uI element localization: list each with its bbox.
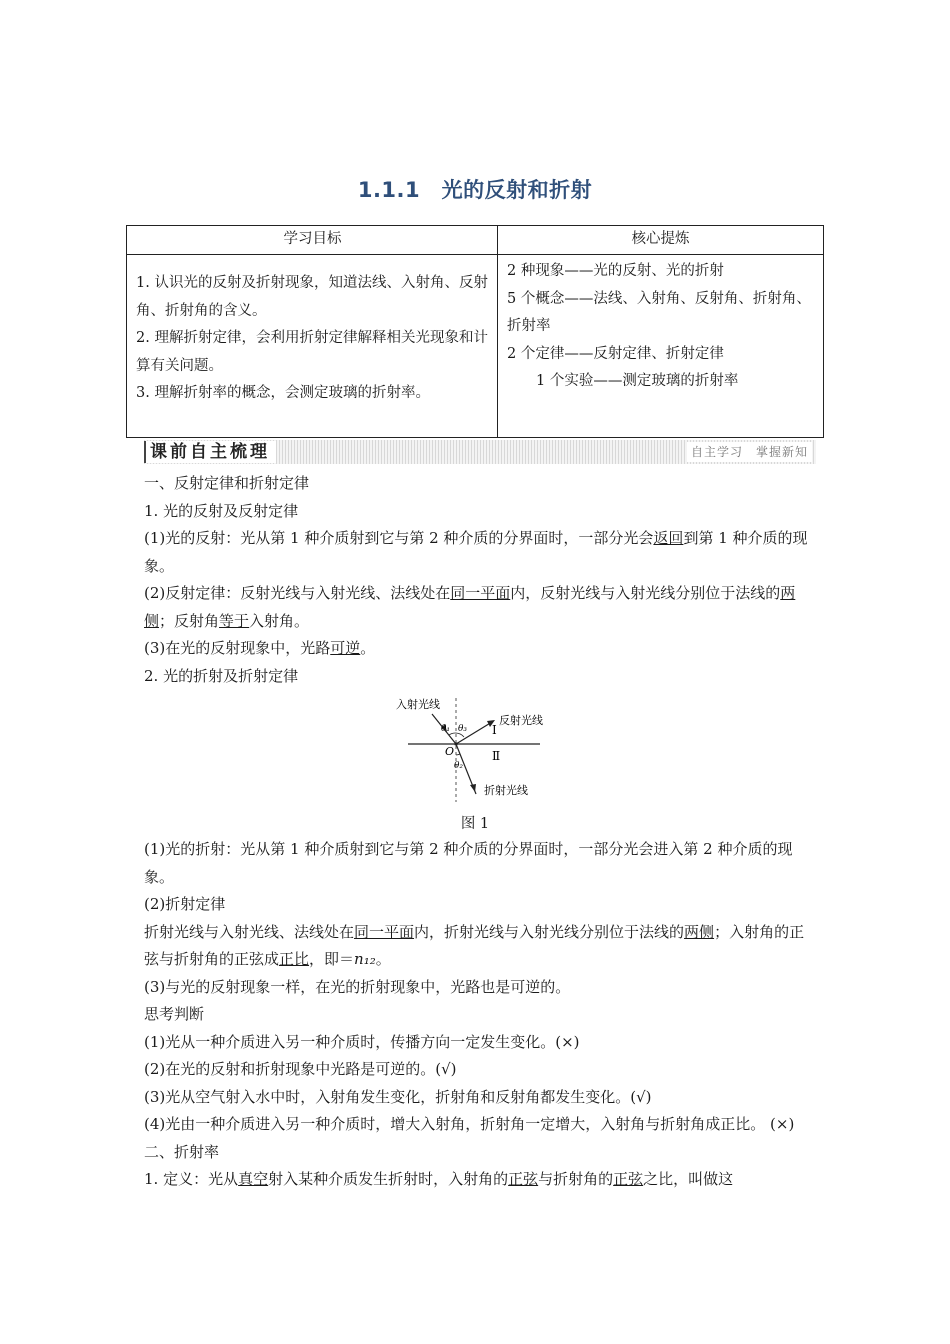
underlined-term: 两侧 [144,584,796,630]
underlined-term: 同一平面 [450,584,511,602]
paragraph: (2)反射定律：反射光线与入射光线、法线处在同一平面内，反射光线与入射光线分别位于法线的两侧；反射角等于入射角。 [144,584,796,630]
think-item: (1)光从一种介质进入另一种介质时，传播方向一定发生变化。(×) [144,1032,580,1051]
medium-1-label: Ⅰ [492,723,497,737]
goal-item: 2. 理解折射定律，会利用折射定律解释相关光现象和计算有关问题。 [136,330,488,374]
underlined-term: 可逆 [330,639,361,657]
underlined-term: 同一平面 [354,922,415,941]
underlined-term: 真空 [238,1170,269,1188]
core-item: 1 个实验——测定玻璃的折射率 [507,373,739,389]
think-item: (4)光由一种介质进入另一种介质时，增大入射角，折射角一定增大，入射角与折射角成正比。 (×) [144,1115,795,1133]
section-heading: 二、折射率 [144,1142,220,1161]
paragraph: (1)光的折射：光从第 1 种介质射到它与第 2 种介质的分界面时，一部分光会进入第 2 种介质的现象。 [144,840,793,886]
paragraph: 折射光线与入射光线、法线处在同一平面内，折射光线与入射光线分别位于法线的两侧；入射角的正弦与折射角的正弦成正比，即＝n₁₂。 [144,922,805,968]
goal-item: 1. 认识光的反射及折射现象，知道法线、入射角、反射角、折射角的含义。 [136,275,488,319]
figure-caption: 图 1 [460,816,490,832]
goals-right-cell [507,258,819,396]
origin-label: O [445,745,455,758]
think-heading: 思考判断 [144,1005,205,1023]
refraction-diagram [384,694,564,806]
paragraph: (3)在光的反射现象中，光路可逆。 [144,639,376,657]
theta2-label: θ₂ [454,761,464,771]
refracted-label: 折射光线 [484,784,528,797]
theta3-label: θ₃ [458,724,468,734]
goals-header-left: 学习目标 [127,226,498,255]
refracted-arrow [470,784,476,792]
subsection-heading: 2. 光的折射及折射定律 [144,666,299,685]
reflected-label: 反射光线 [499,714,543,727]
paragraph: (3)与光的反射现象一样，在光的折射现象中，光路也是可逆的。 [144,977,571,996]
goals-left-cell [136,270,491,408]
underlined-term: 两侧 [684,922,715,941]
think-item: (2)在光的反射和折射现象中光路是可逆的。(√) [144,1060,457,1078]
section1-block [144,470,814,690]
formula-n12: n₁₂ [354,950,376,968]
underlined-term: 正弦 [613,1170,644,1188]
incident-label: 入射光线 [396,698,440,711]
section-banner [144,440,816,464]
paragraph: (2)折射定律 [144,895,226,913]
think-item: (3)光从空气射入水中时，入射角发生变化，折射角和反射角都发生变化。(√) [144,1087,652,1106]
medium-2-label: Ⅱ [492,749,501,763]
goals-header-right: 核心提炼 [498,226,823,255]
underlined-term: 返回 [653,529,684,547]
section-banner-subtitle: 自主学习 掌握新知 [687,442,812,462]
theta1-label: θ₁ [441,724,451,734]
section-heading: 一、反射定律和折射定律 [144,474,310,492]
underlined-term: 等于 [219,611,250,630]
paragraph: (1)光的反射：光从第 1 种介质射到它与第 2 种介质的分界面时，一部分光会返回到第 1 种介质的现象。 [144,529,808,575]
page-title: 1.1.1 光的反射和折射 [357,178,593,202]
core-item: 折射率 [507,318,551,334]
section1b-block [144,836,814,1194]
section-banner-label: 课前自主梳理 [144,441,276,463]
core-item: 5 个概念——法线、入射角、反射角、折射角、 [507,290,811,307]
underlined-term: 正弦 [508,1170,539,1188]
learning-goals-table [126,225,824,438]
underlined-term: 正比 [279,950,310,968]
core-item: 2 个定律——反射定律、折射定律 [507,345,724,362]
subsection-heading: 1. 光的反射及反射定律 [144,501,299,520]
core-item: 2 种现象——光的反射、光的折射 [507,263,724,279]
paragraph: 1. 定义：光从真空射入某种介质发生折射时，入射角的正弦与折射角的正弦之比，叫做这 [144,1170,734,1188]
table-divider [497,226,498,437]
goal-item: 3. 理解折射率的概念，会测定玻璃的折射率。 [136,385,430,401]
